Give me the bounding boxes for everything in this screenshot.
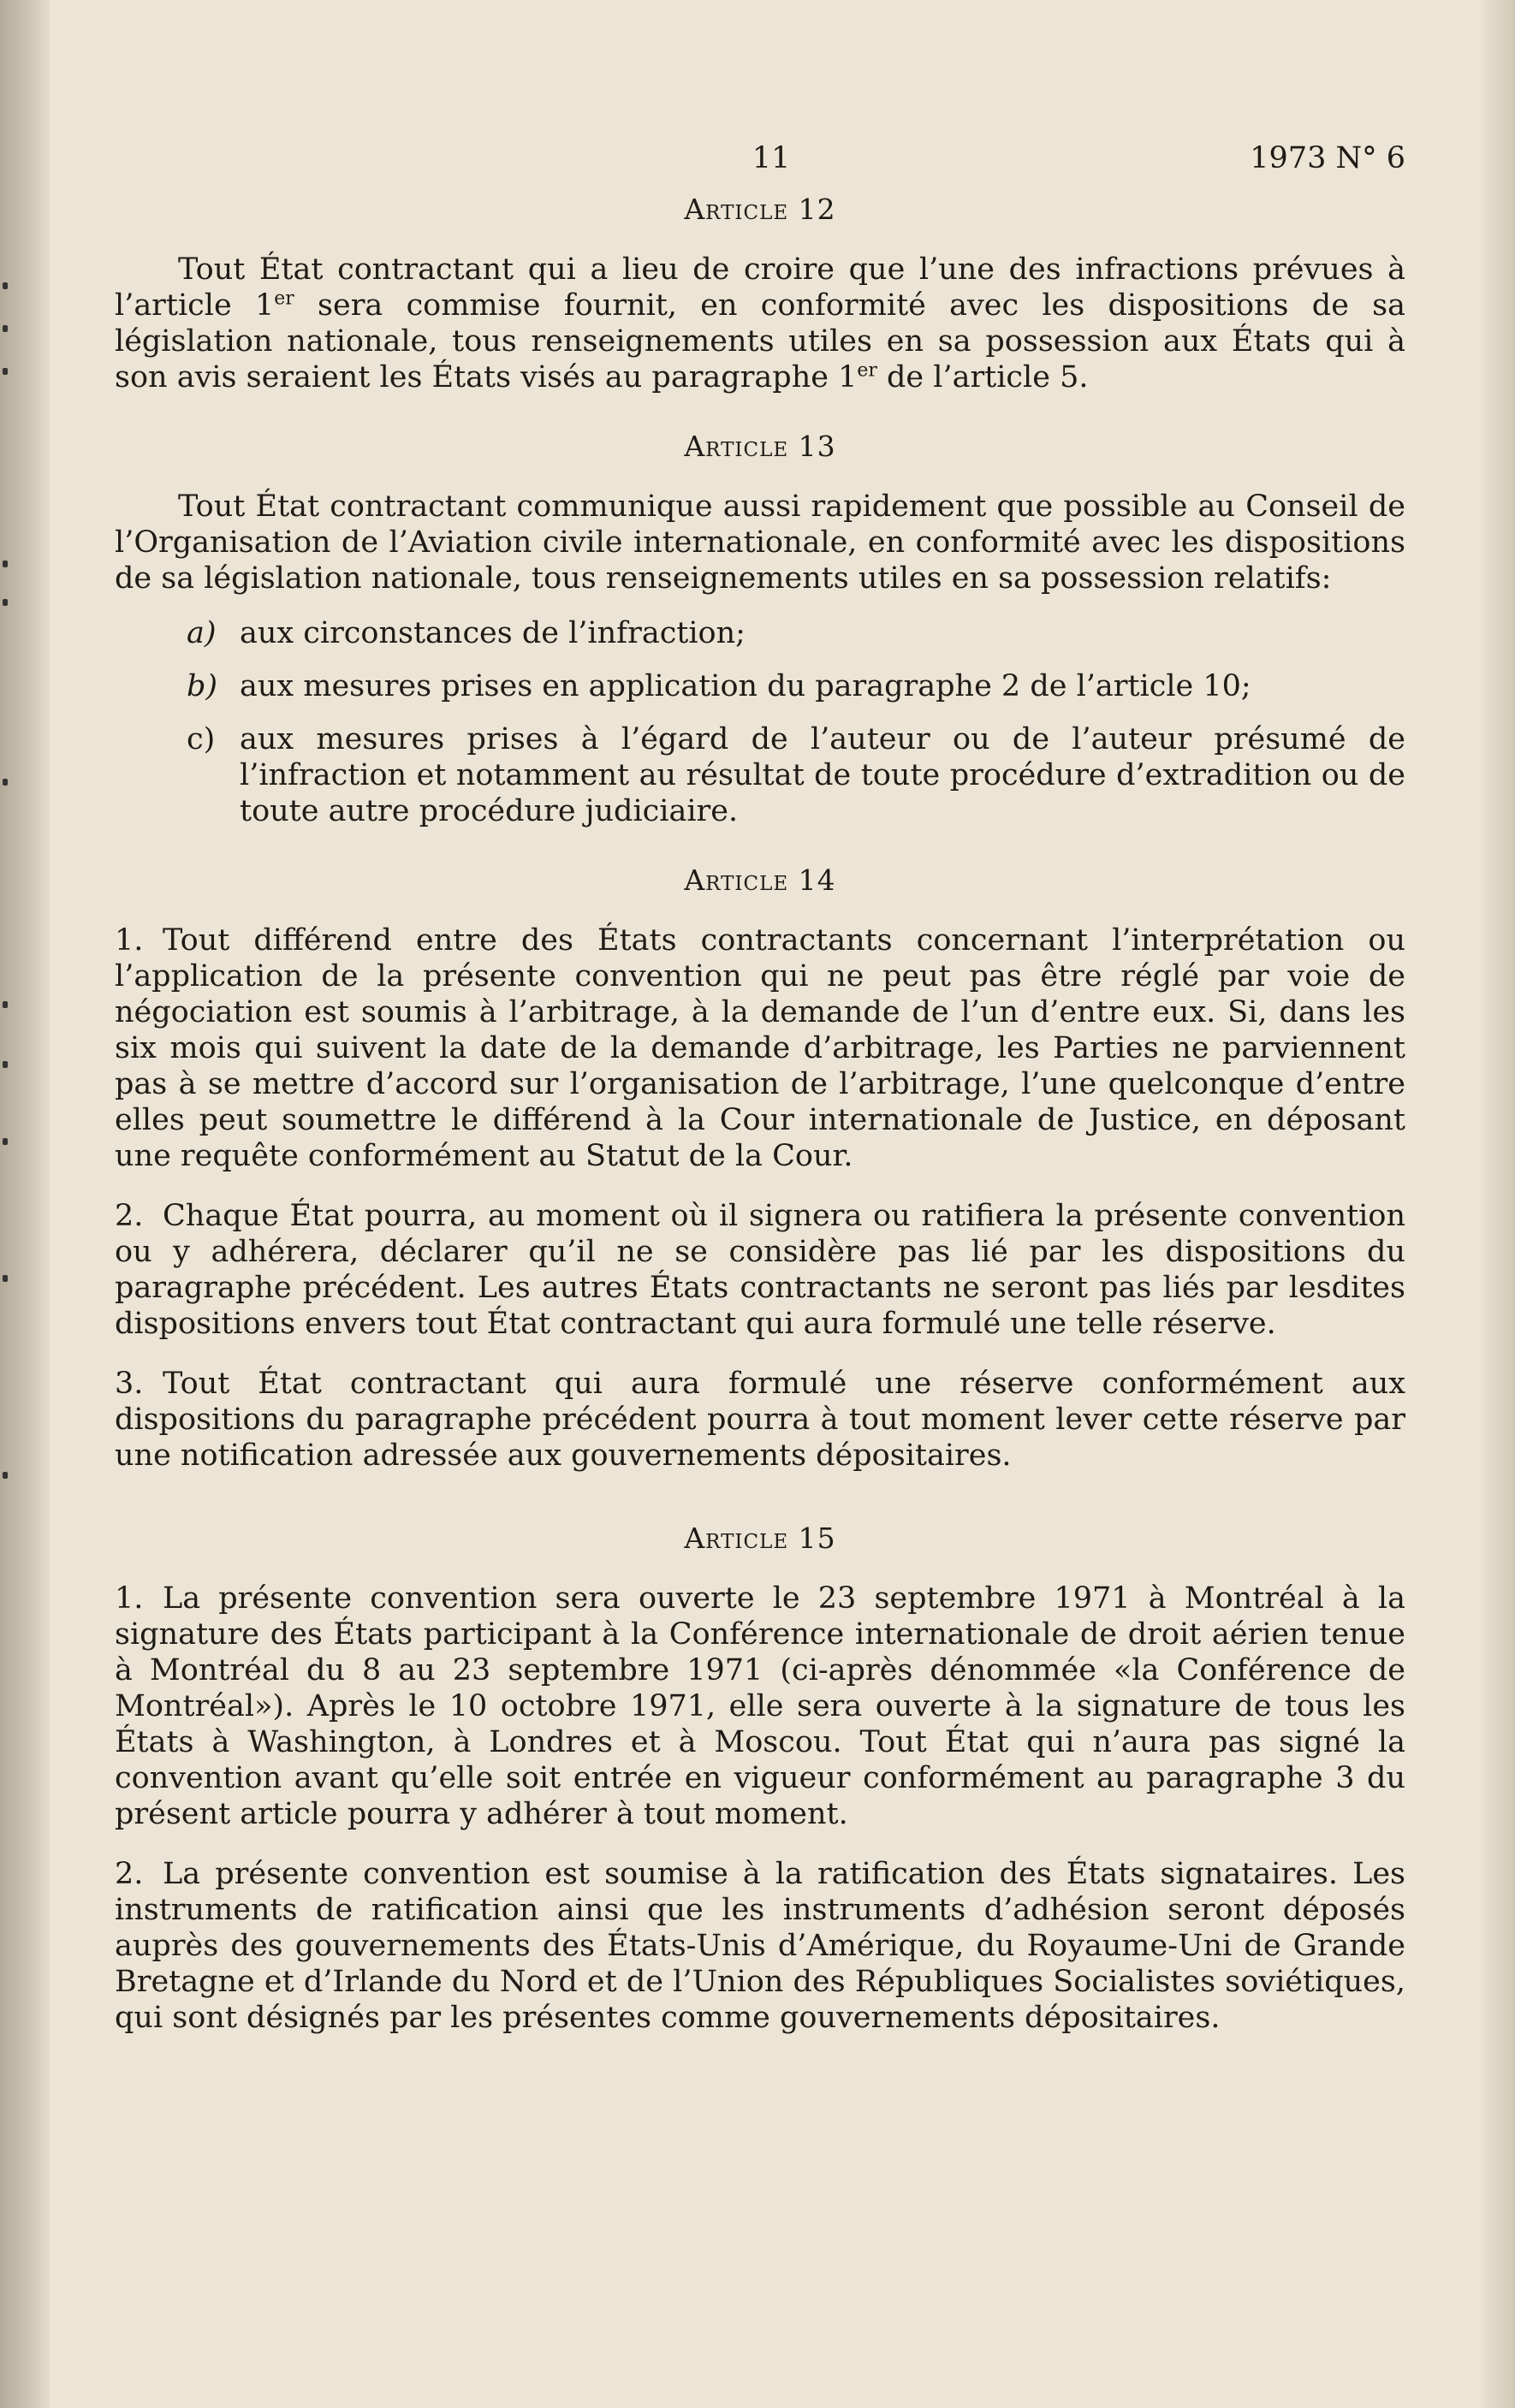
- page-content: [115, 141, 1405, 2036]
- list-marker: c): [187, 722, 216, 756]
- paragraph-text: La présente convention est soumise à la ratification des États signataires. Les instruments de ratification ainsi que les instruments d’adhésion seront déposés auprès des gouvernements des États-Unis d’Amérique, du Royaume-Uni de Grande Bretagne et d’Irlande du Nord et de l’Union des Républiques Socialistes soviétiques, qui sont désignés par les présentes comme gouvernements dépositaires.: [115, 1857, 1405, 2035]
- margin-mark: [3, 1061, 8, 1068]
- numbered-paragraph: [115, 1366, 1405, 1474]
- margin-mark: [3, 1275, 8, 1282]
- page-edge: [1481, 0, 1515, 2408]
- paragraph-number: 2.: [115, 1857, 144, 1891]
- margin-mark: [3, 1472, 8, 1479]
- binding-edge: [0, 0, 50, 2408]
- list-item-text: aux mesures prises en application du paragraphe 2 de l’article 10;: [240, 669, 1251, 703]
- paragraph-text: Tout différend entre des États contractants concernant l’interprétation ou l’application de la présente convention qui ne peut pas être réglé par voie de négociation est soumis à l’arbitrage, à la demande de l’un d’entre eux. Si, dans les six mois qui suivent la date de la demande d’arbitrage, les Parties ne parviennent pas à se mettre d’accord sur l’organisation de l’arbitrage, l’une quelconque d’entre elles peut soumettre le différend à la Cour internationale de Justice, en déposant une requête conformément au Statut de la Cour.: [115, 923, 1405, 1173]
- article-paragraph: Tout État contractant communique aussi rapidement que possible au Conseil de l’Organisation de l’Aviation civile internationale, en conformité avec les dispositions de sa législation nationale, tous renseignements utiles en sa possession relatifs:: [115, 489, 1405, 596]
- page-number: 11: [752, 141, 791, 175]
- paragraph-text: Chaque État pourra, au moment où il signera ou ratifiera la présente convention ou y adhérera, déclarer qu’il ne se considère pas lié par les dispositions du paragraphe précédent. Les autres États contractants ne seront pas liés par lesdites dispositions envers tout État contractant qui aura formulé une telle réserve.: [115, 1199, 1405, 1341]
- paragraph-number: 2.: [115, 1199, 144, 1233]
- article-15: [115, 1521, 1405, 2036]
- list-item: [115, 721, 1405, 829]
- margin-mark: [3, 1138, 8, 1145]
- numbered-paragraph: [115, 1856, 1405, 2036]
- margin-mark: [3, 599, 8, 606]
- paragraph-number: 3.: [115, 1367, 144, 1401]
- paragraph-text: La présente convention sera ouverte le 23 septembre 1971 à Montréal à la signature des États participant à la Conférence internationale de droit aérien tenue à Montréal du 8 au 23 septembre 1971 (ci-après dénommée «la Conférence de Montréal»). Après le 10 octobre 1971, elle sera ouverte à la signature de tous les États à Washington, à Londres et à Moscou. Tout État qui n’aura pas signé la convention avant qu’elle soit entrée en vigueur conformément au paragraphe 3 du présent article pourra y adhérer à tout moment.: [115, 1581, 1405, 1831]
- article-heading: Article 14: [684, 863, 836, 897]
- margin-mark: [3, 560, 8, 567]
- paragraph-number: 1.: [115, 1581, 144, 1616]
- document-page: [50, 0, 1481, 2408]
- numbered-paragraph: [115, 1581, 1405, 1832]
- running-header: [115, 141, 1405, 193]
- gazette-reference: 1973 N° 6: [1250, 141, 1405, 175]
- list-item: [115, 668, 1405, 704]
- margin-mark: [3, 779, 8, 786]
- paragraph-text: Tout État contractant qui aura formulé une réserve conformément aux dispositions du paragraphe précédent pourra à tout moment lever cette réserve par une notification adressée aux gouvernements dépositaires.: [115, 1367, 1405, 1473]
- list-item-text: aux circonstances de l’infraction;: [240, 616, 746, 650]
- article-12: [115, 193, 1405, 395]
- article-heading: Article 15: [684, 1521, 836, 1555]
- article-heading: Article 13: [684, 430, 836, 463]
- margin-mark: [3, 1001, 8, 1008]
- article-13: [115, 430, 1405, 829]
- enumerated-list: [115, 615, 1405, 829]
- list-item-text: aux mesures prises à l’égard de l’auteur ou de l’auteur présumé de l’infraction et notamment au résultat de toute procédure d’extradition ou de toute autre procédure judiciaire.: [240, 722, 1405, 828]
- margin-mark: [3, 368, 8, 375]
- paragraph-number: 1.: [115, 923, 144, 958]
- margin-mark: [3, 282, 8, 289]
- numbered-paragraph: [115, 1198, 1405, 1342]
- numbered-paragraph: [115, 922, 1405, 1174]
- article-paragraph: Tout État contractant qui a lieu de croire que l’une des infractions prévues à l’article 1er sera commise fournit, en conformité avec les dispositions de sa législation nationale, tous renseignements utiles en sa possession aux États qui à son avis seraient les États visés au paragraphe 1er de l’article 5.: [115, 252, 1405, 394]
- list-marker: b): [187, 669, 218, 703]
- list-item: [115, 615, 1405, 651]
- article-14: [115, 863, 1405, 1474]
- margin-mark: [3, 325, 8, 332]
- list-marker: a): [187, 616, 217, 650]
- article-heading: Article 12: [684, 193, 836, 226]
